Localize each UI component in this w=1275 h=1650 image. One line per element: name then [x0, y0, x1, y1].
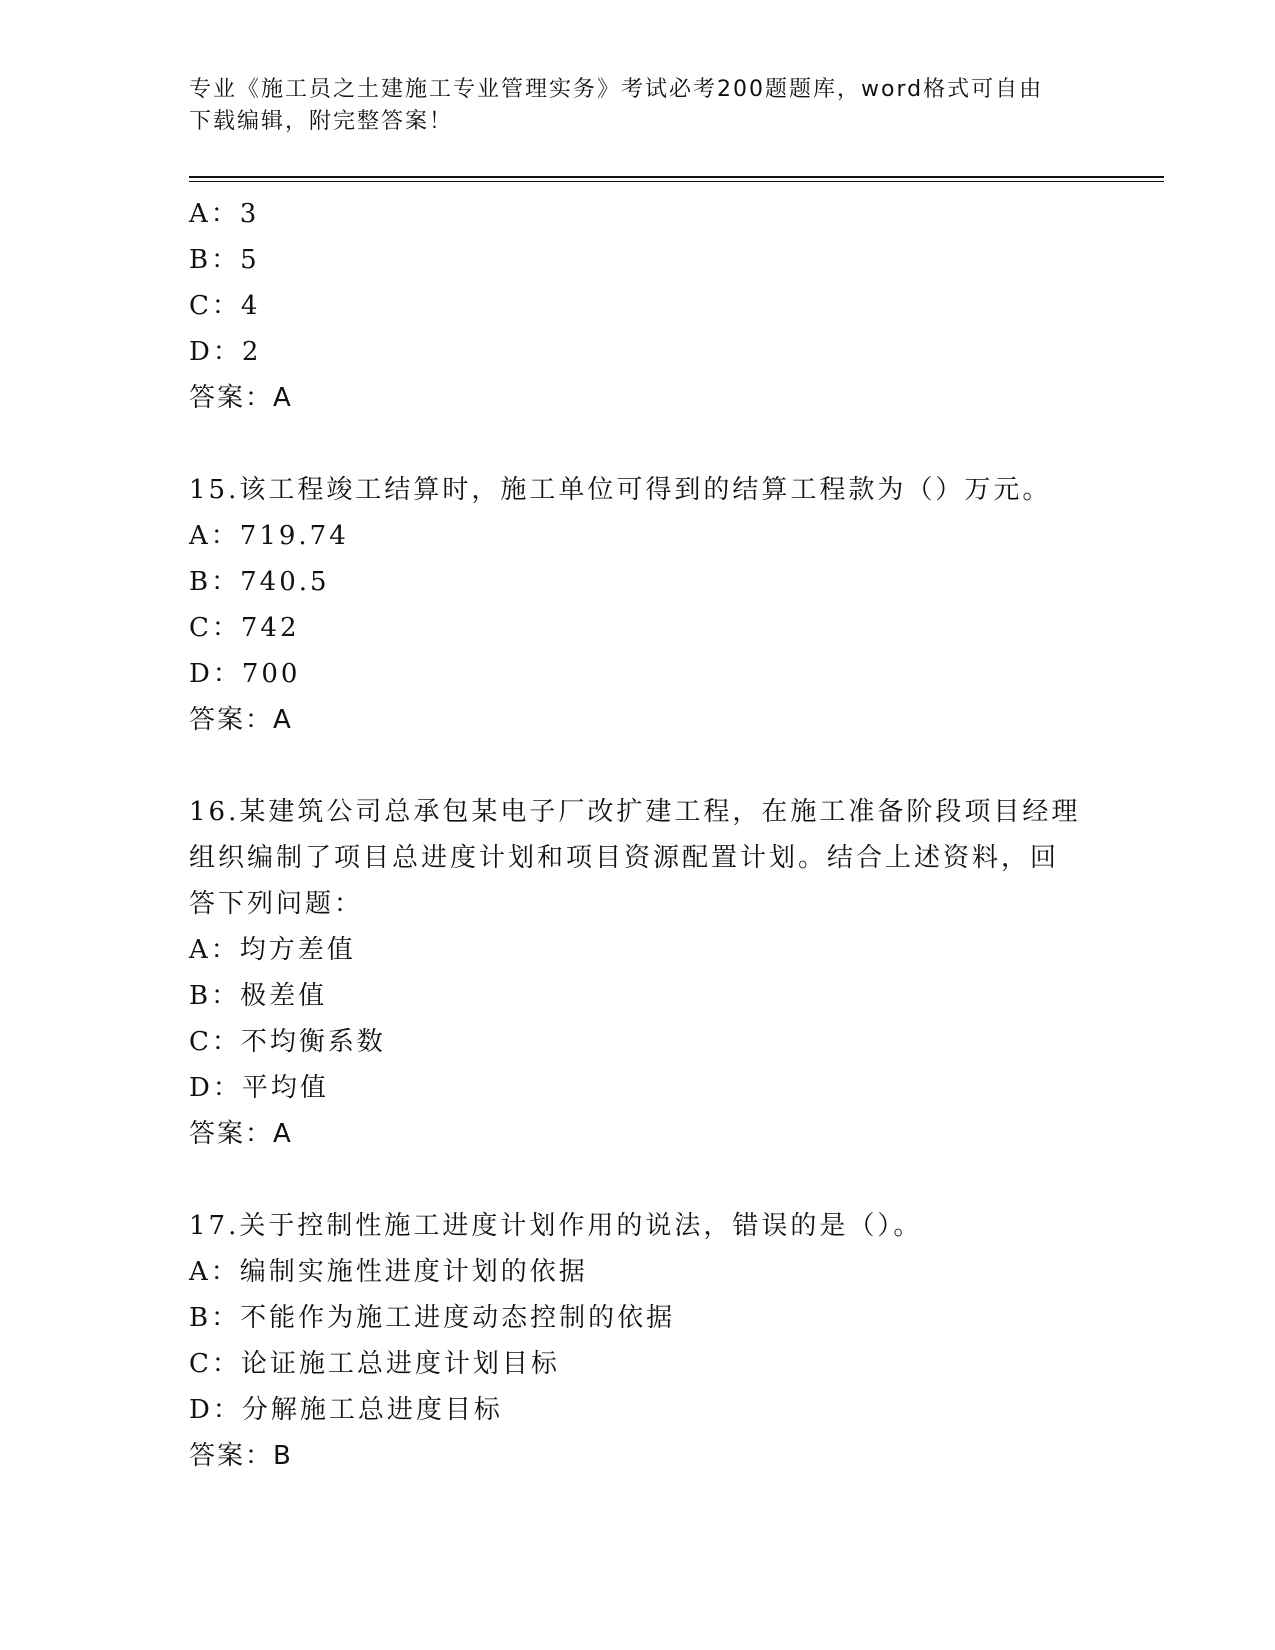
option-a: A：719.74: [189, 521, 349, 551]
question-stem-line-2: 组织编制了项目总进度计划和项目资源配置计划。结合上述资料，回: [189, 843, 1060, 873]
option-a: A：3: [189, 199, 260, 229]
header-line-2: 下载编辑，附完整答案！: [189, 109, 454, 134]
option-b: B：不能作为施工进度动态控制的依据: [189, 1303, 676, 1333]
option-c: C：不均衡系数: [189, 1027, 386, 1057]
spacer: [189, 421, 1089, 467]
question-list: [189, 191, 1089, 1479]
question-stem: 15.该工程竣工结算时，施工单位可得到的结算工程款为（）万元。: [189, 475, 1052, 505]
question-17: [189, 1203, 1089, 1479]
option-d: D：700: [189, 659, 301, 689]
answer-line: 答案：A: [189, 1119, 293, 1149]
question-stem: 17.关于控制性施工进度计划作用的说法，错误的是（）。: [189, 1211, 923, 1241]
question-15: [189, 467, 1089, 743]
question-stem-line-1: 16.某建筑公司总承包某电子厂改扩建工程，在施工准备阶段项目经理: [189, 797, 1081, 827]
option-a: A：编制实施性进度计划的依据: [189, 1257, 588, 1287]
option-d: D：平均值: [189, 1073, 329, 1103]
header-divider-thin: [189, 181, 1164, 182]
option-b: B：5: [189, 245, 260, 275]
option-a: A：均方差值: [189, 935, 356, 965]
option-c: C：4: [189, 291, 261, 321]
option-d: D：分解施工总进度目标: [189, 1395, 503, 1425]
question-14-continued: [189, 191, 1089, 421]
option-c: C：论证施工总进度计划目标: [189, 1349, 560, 1379]
question-16: [189, 789, 1089, 1157]
answer-line: 答案：A: [189, 383, 293, 413]
option-b: B：极差值: [189, 981, 328, 1011]
header-divider-thick: [189, 176, 1164, 178]
spacer: [189, 1157, 1089, 1203]
option-c: C：742: [189, 613, 300, 643]
document-header: [189, 74, 1089, 138]
header-line-1: 专业《施工员之土建施工专业管理实务》考试必考200题题库，word格式可自由: [189, 77, 1044, 102]
answer-line: 答案：B: [189, 1441, 293, 1471]
answer-line: 答案：A: [189, 705, 293, 735]
question-stem-line-3: 答下列问题：: [189, 889, 364, 919]
option-b: B：740.5: [189, 567, 330, 597]
spacer: [189, 743, 1089, 789]
option-d: D：2: [189, 337, 262, 367]
